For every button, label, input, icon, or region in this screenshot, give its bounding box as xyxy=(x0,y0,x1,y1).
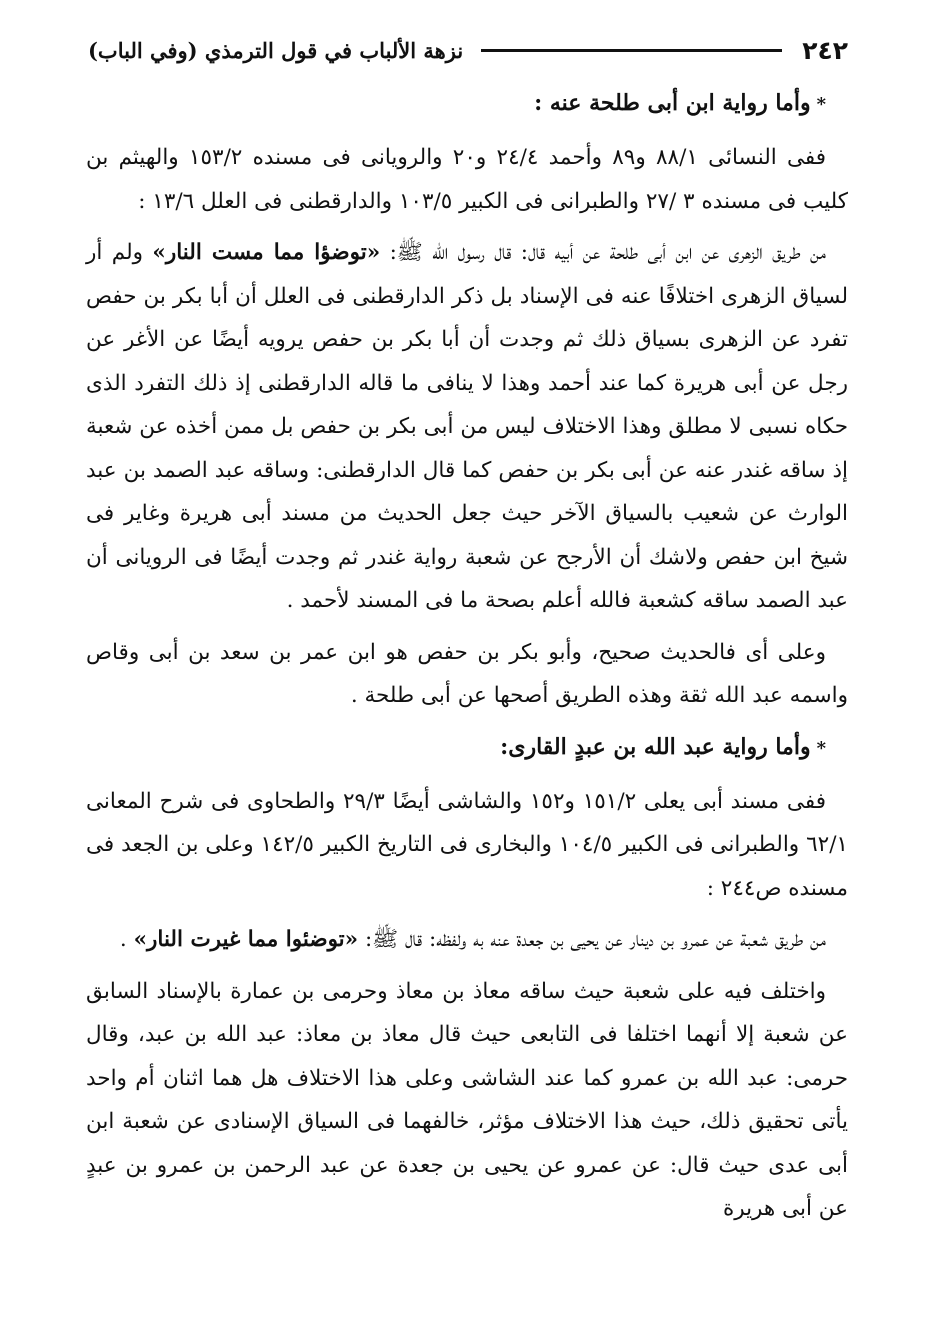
paragraph: وعلى أى فالحديث صحيح، وأبو بكر بن حفص هو ابن عمر بن سعد بن أبى وقاص واسمه عبد الله ثقة وهذه الطريق أصحها عن أبى طلحة . xyxy=(86,639,848,708)
section-heading xyxy=(86,726,848,770)
star-marker: * xyxy=(816,94,826,115)
star-marker: * xyxy=(816,737,826,759)
hadith-quote: «توضؤا مما مست النار» xyxy=(152,240,381,265)
paragraph-text: من طريق شعبة عن عمرو بن دينار عن يحيى بن جعدة عنه به ولفظه: قال ﷺ: xyxy=(358,927,826,952)
running-title: نزهة الألباب في قول الترمذي (وفي الباب) xyxy=(88,37,464,63)
paragraph xyxy=(86,231,848,623)
header-rule xyxy=(481,49,782,52)
paragraph-text: من طريق الزهرى عن ابن أبى طلحة عن أبيه قال: قال رسول الله ﷺ: xyxy=(380,240,826,265)
paragraph: ففى النسائى ٨٨/١ و٨٩ وأحمد ٢٤/٤ و٢٠ والرويانى فى مسنده ١٥٣/٢ والهيثم بن كليب فى مسنده ٣ /٢٧ والطبرانى فى الكبير ١٠٣/٥ والدارقطنى فى العلل ١٣/٦ : xyxy=(86,145,848,214)
paragraph xyxy=(86,918,848,962)
paragraph-text: ولم أر لسياق الزهرى اختلافًا عنه فى الإسناد بل ذكر الدارقطنى فى العلل أن أبا بكر بن حفص تفرد عن الزهرى بسياق ذلك ثم وجدت أن أبا بكر بن حفص يرويه أيضًا عن الأغر عن رجل عن أبى هريرة كما عند أحمد وهذا لا ينافى ما قاله الدارقطنى إذ ذلك التفرد الذى حكاه نسبى لا مطلق وهذا الاختلاف ليس من أبى بكر بن حفص بل ممن أخذه عن شعبة إذ ساقه غندر عنه عن أبى بكر بن حفص كما قال الدارقطنى: وساقه عبد الصمد بن عبد الوارث عن شعيب بالسياق الآخر حيث جعل الحديث من مسند أبى هريرة وغاير فى شيخ ابن حفص ولاشك أن الأرجح عن شعبة رواية غندر ثم وجدت أيضًا فى الرويانى أن عبد الصمد ساقه كشعبة فالله أعلم بصحة ما فى المسند لأحمد . xyxy=(86,240,848,613)
hadith-quote: «توضئوا مما غيرت النار» xyxy=(133,927,359,952)
section-heading xyxy=(86,82,848,126)
page-body xyxy=(86,82,848,1237)
section-heading-text: وأما رواية عبد الله بن عبدٍ القارى: xyxy=(500,733,811,760)
paragraph-text: . xyxy=(119,927,134,952)
paragraph: واختلف فيه على شعبة حيث ساقه معاذ بن معاذ وحرمى بن عمارة بالإسناد السابق عن شعبة إلا أنهما اختلفا فى التابعى حيث قال معاذ بن معاذ: عبد الله بن عبد، وقال حرمى: عبد الله بن عمرو كما عند الشاشى وعلى هذا الاختلاف هل هما اثنان أم واحد يأتى تحقيق ذلك، حيث هذا الاختلاف مؤثر، خالفهما فى السياق الإسنادى عن شعبة ابن أبى عدى حيث قال: عن عمرو عن يحيى بن جعدة عن عبد الرحمن بن عمرو بن عبدٍ عن أبى هريرة xyxy=(86,978,848,1221)
section-heading-text: وأما رواية ابن أبى طلحة عنه : xyxy=(534,90,811,116)
page-header xyxy=(88,28,848,72)
paragraph: ففى مسند أبى يعلى ١٥١/٢ و١٥٢ والشاشى أيضًا ٢٩/٣ والطحاوى فى شرح المعانى ٦٢/١ والطبرانى فى الكبير ١٠٤/٥ والبخارى فى التاريخ الكبير ١٤٢/٥ وعلى بن الجعد فى مسنده ص٢٤٤ : xyxy=(86,788,848,901)
page-number: ٢٤٢ xyxy=(802,35,848,65)
